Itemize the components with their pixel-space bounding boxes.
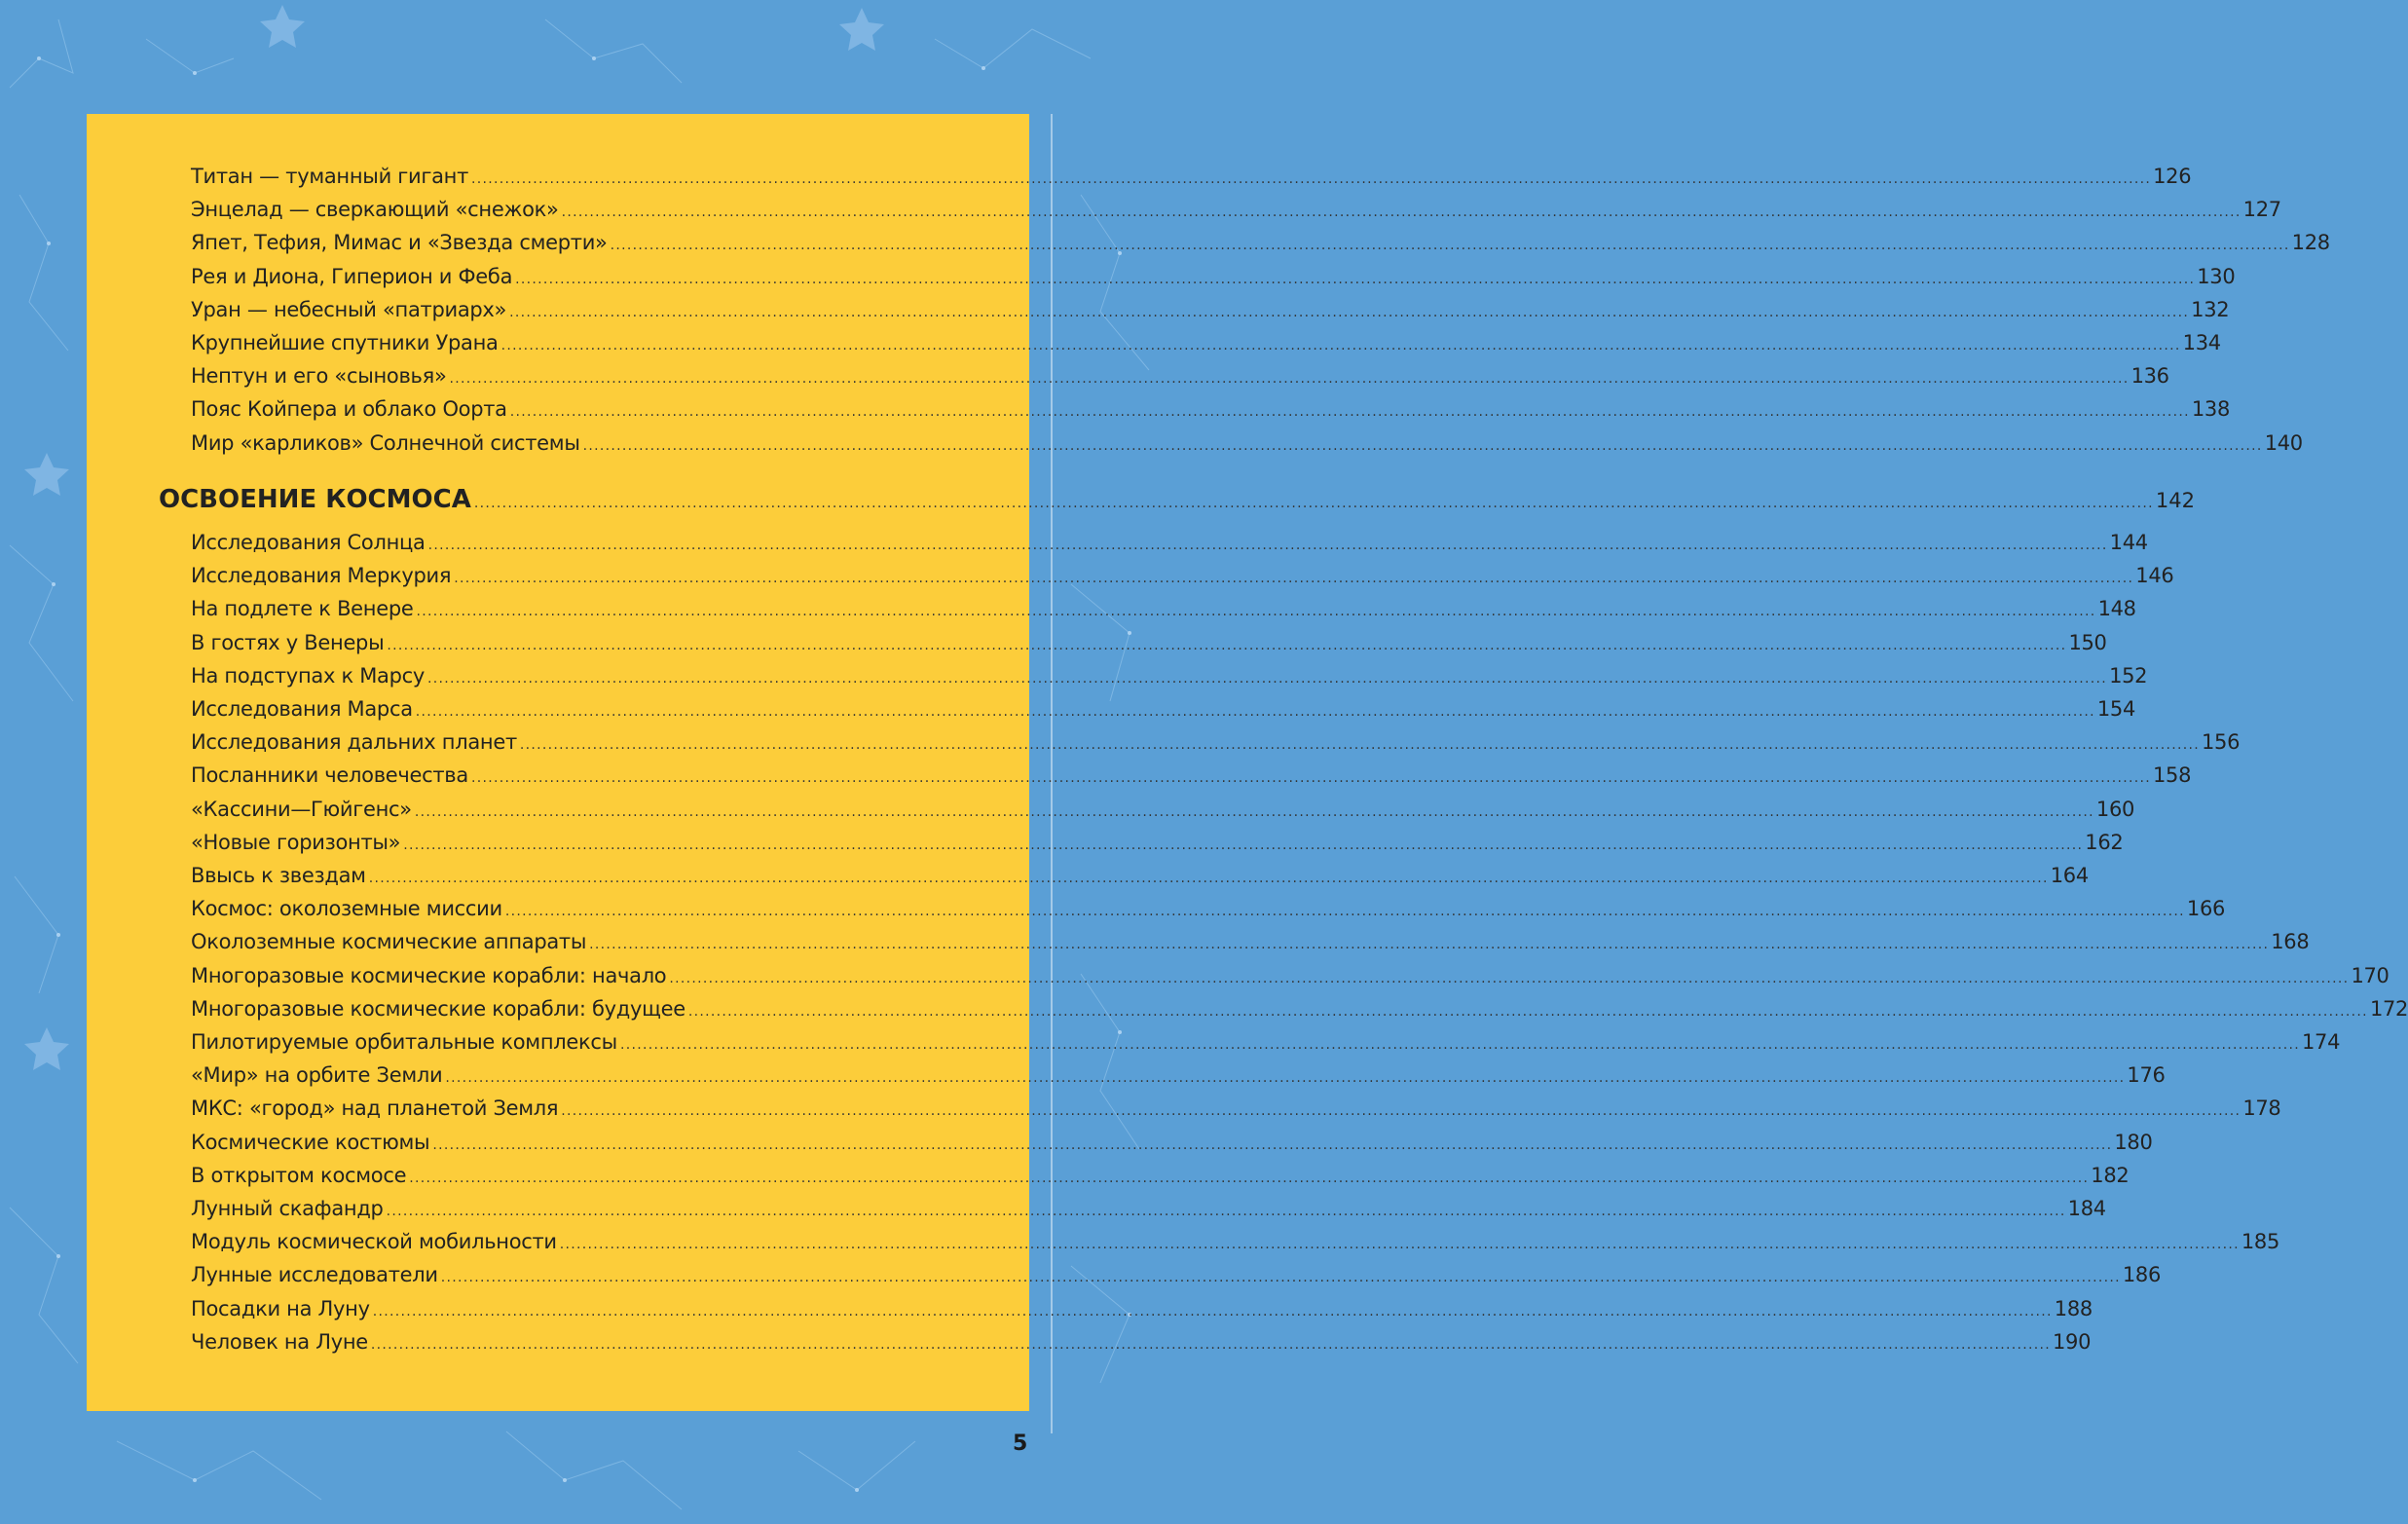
entry-title: Япет, Тефия, Мимас и «Звезда смерти»: [191, 231, 608, 255]
dot-leader: ............................................................................................................................................................................................................................................................................................................: [386, 1204, 2066, 1219]
entry-page-number: 184: [2067, 1197, 2106, 1220]
entry-page-number: 160: [2095, 797, 2135, 821]
entry-title: Исследования Меркурия: [191, 564, 452, 588]
toc-entry: [191, 198, 2281, 231]
entry-page-number: 134: [2182, 331, 2221, 354]
entry-page-number: 128: [2291, 231, 2330, 255]
dot-leader: ............................................................................................................................................................................................................................................................................................................: [445, 1070, 2126, 1087]
entry-page-number: 162: [2085, 830, 2124, 854]
entry-page-number: 182: [2091, 1163, 2130, 1187]
dot-leader: ............................................................................................................................................................................................................................................................................................................: [561, 204, 2241, 221]
toc-entry: [191, 763, 2192, 797]
toc-entry: [191, 897, 2226, 930]
dot-leader: ............................................................................................................................................................................................................................................................................................................: [372, 1303, 2053, 1320]
entry-title: Модуль космической мобильности: [191, 1230, 557, 1254]
dot-leader: ............................................................................................................................................................................................................................................................................................................: [687, 1003, 2368, 1020]
entry-title: Нептун и его «сыновья»: [191, 364, 447, 389]
dot-leader: ............................................................................................................................................................................................................................................................................................................: [559, 1237, 2240, 1253]
entry-title: Лунные исследователи: [191, 1263, 438, 1287]
toc-entry: [191, 597, 2136, 630]
entry-title: Исследования Солнца: [191, 531, 426, 554]
dot-leader: ............................................................................................................................................................................................................................................................................................................: [370, 1336, 2051, 1353]
entry-page-number: 132: [2191, 297, 2230, 321]
entry-title: МКС: «город» над планетой Земля: [191, 1097, 559, 1121]
dot-leader: ............................................................................................................................................................................................................................................................................................................: [515, 271, 2196, 287]
dot-leader: ............................................................................................................................................................................................................................................................................................................: [504, 904, 2185, 920]
entry-page-number: 156: [2201, 730, 2241, 755]
dot-leader: ............................................................................................................................................................................................................................................................................................................: [582, 437, 2263, 454]
entry-page-number: 185: [2241, 1230, 2280, 1254]
toc-entry: [191, 864, 2089, 897]
page-number: 5: [1013, 1431, 1028, 1456]
dot-leader: ............................................................................................................................................................................................................................................................................................................: [427, 670, 2108, 687]
dot-leader: ............................................................................................................................................................................................................................................................................................................: [454, 571, 2134, 587]
entry-page-number: 138: [2191, 397, 2231, 422]
entry-title: Ввысь к звездам: [191, 864, 366, 887]
toc-entry: [191, 1063, 2166, 1097]
entry-page-number: 127: [2242, 198, 2281, 222]
entry-title: Посадки на Луну: [191, 1296, 370, 1320]
dot-leader: ............................................................................................................................................................................................................................................................................................................: [416, 604, 2096, 620]
entry-title: «Мир» на орбите Земли: [191, 1063, 443, 1088]
entry-page-number: 150: [2068, 630, 2107, 654]
toc-entry: [191, 1296, 2093, 1330]
toc-entry: [191, 1230, 2280, 1263]
entry-page-number: 140: [2264, 430, 2303, 455]
toc-entry: [191, 1097, 2281, 1130]
dot-leader: ............................................................................................................................................................................................................................................................................................................: [403, 836, 2084, 853]
dot-leader: ............................................................................................................................................................................................................................................................................................................: [500, 338, 2181, 353]
dot-leader: ............................................................................................................................................................................................................................................................................................................: [470, 770, 2151, 787]
star-icon: [260, 5, 305, 48]
dot-leader: ............................................................................................................................................................................................................................................................................................................: [440, 1270, 2121, 1286]
dot-leader: ............................................................................................................................................................................................................................................................................................................: [427, 538, 2108, 553]
toc-entry: [191, 797, 2135, 831]
entry-page-number: 188: [2054, 1296, 2093, 1320]
entry-page-number: 174: [2302, 1030, 2341, 1054]
entry-page-number: 176: [2127, 1063, 2166, 1088]
toc-entry: [191, 1263, 2162, 1296]
entry-title: Космические костюмы: [191, 1130, 430, 1154]
toc-entry: [191, 1030, 2341, 1063]
toc-entry: [191, 297, 2230, 331]
entry-page-number: 186: [2122, 1263, 2162, 1287]
entry-title: Энцелад — сверкающий «снежок»: [191, 198, 559, 222]
dot-leader: ............................................................................................................................................................................................................................................................................................................: [414, 803, 2094, 820]
toc-entry: [191, 730, 2241, 763]
star-icon: [839, 8, 884, 51]
dot-leader: ............................................................................................................................................................................................................................................................................................................: [368, 871, 2049, 886]
star-icon: [24, 1027, 69, 1070]
entry-page-number: 130: [2197, 264, 2236, 288]
entry-title: Многоразовые космические корабли: будущее: [191, 996, 685, 1021]
entry-page-number: 148: [2097, 597, 2136, 621]
toc-entry: [191, 930, 2310, 963]
dot-leader: ............................................................................................................................................................................................................................................................................................................: [669, 970, 2350, 986]
dot-leader: ............................................................................................................................................................................................................................................................................................................: [432, 1136, 2113, 1153]
entry-page-number: 142: [2155, 489, 2195, 512]
toc-entry: [191, 430, 2303, 465]
entry-page-number: 170: [2351, 963, 2389, 987]
entry-title: Пояс Койпера и облако Оорта: [191, 397, 507, 422]
toc-entry: [191, 331, 2221, 364]
entry-title: ОСВОЕНИЕ КОСМОСА: [159, 485, 471, 514]
entry-title: Крупнейшие спутники Урана: [191, 331, 499, 354]
toc-entry: [191, 963, 2389, 997]
toc-entry: [191, 1197, 2106, 1230]
entry-title: Исследования Марса: [191, 697, 413, 721]
entry-title: Человек на Луне: [191, 1329, 368, 1354]
entry-title: Мир «карликов» Солнечной системы: [191, 430, 580, 455]
entry-page-number: 172: [2369, 996, 2408, 1021]
entry-title: Посланники человечества: [191, 763, 468, 788]
entry-title: Многоразовые космические корабли: начало: [191, 963, 667, 987]
entry-title: Уран — небесный «патриарх»: [191, 297, 507, 321]
entry-title: Исследования дальних планет: [191, 730, 517, 755]
toc-entry: [191, 1163, 2130, 1197]
entry-title: «Кассини—Гюйгенс»: [191, 797, 412, 821]
toc-entry: [191, 630, 2107, 664]
dot-leader: ............................................................................................................................................................................................................................................................................................................: [415, 704, 2095, 720]
toc-entry: [191, 364, 2169, 397]
dot-leader: ............................................................................................................................................................................................................................................................................................................: [509, 304, 2190, 320]
entry-page-number: 144: [2109, 531, 2148, 554]
toc-entry: [191, 996, 2408, 1030]
entry-title: Рея и Диона, Гиперион и Феба: [191, 264, 513, 288]
entry-title: На подступах к Марсу: [191, 663, 425, 688]
toc-entry: [191, 397, 2231, 430]
entry-page-number: 154: [2096, 697, 2136, 721]
dot-leader: ............................................................................................................................................................................................................................................................................................................: [561, 1103, 2241, 1120]
entry-title: Пилотируемые орбитальные комплексы: [191, 1030, 617, 1054]
dot-leader: ............................................................................................................................................................................................................................................................................................................: [519, 737, 2200, 754]
toc-entry: [191, 1130, 2153, 1164]
entry-page-number: 166: [2186, 897, 2226, 921]
entry-page-number: 152: [2109, 663, 2148, 688]
entry-title: В открытом космосе: [191, 1163, 407, 1187]
entry-page-number: 180: [2114, 1130, 2153, 1154]
dot-leader: ............................................................................................................................................................................................................................................................................................................: [610, 238, 2290, 254]
entry-page-number: 178: [2242, 1097, 2281, 1121]
toc-entry: [191, 231, 2330, 264]
dot-leader: ............................................................................................................................................................................................................................................................................................................: [509, 404, 2190, 421]
toc-entry: [191, 165, 2192, 198]
entry-page-number: 146: [2135, 564, 2174, 588]
entry-title: На подлете к Венере: [191, 597, 414, 621]
dot-leader: ............................................................................................................................................................................................................................................................................................................: [409, 1170, 2090, 1186]
entry-title: Космос: околоземные миссии: [191, 897, 502, 921]
star-icon: [24, 453, 69, 496]
entry-title: Титан — туманный гигант: [191, 165, 469, 188]
dot-leader: ............................................................................................................................................................................................................................................................................................................: [589, 937, 2270, 953]
entry-title: В гостях у Венеры: [191, 630, 385, 654]
dot-leader: ............................................................................................................................................................................................................................................................................................................: [387, 637, 2067, 653]
toc-entry: [191, 264, 2236, 298]
toc-entry: [191, 830, 2124, 864]
toc-entry: [191, 1329, 2092, 1363]
entry-page-number: 136: [2130, 364, 2169, 389]
entry-title: Околоземные космические аппараты: [191, 930, 587, 954]
entry-page-number: 168: [2271, 930, 2310, 954]
entry-page-number: 164: [2050, 864, 2089, 887]
toc-entry: [191, 697, 2136, 730]
dot-leader: ............................................................................................................................................................................................................................................................................................................: [449, 371, 2130, 388]
toc-entry: [191, 564, 2174, 597]
entry-page-number: 158: [2153, 763, 2192, 788]
section-heading: [159, 485, 2195, 524]
dot-leader: ............................................................................................................................................................................................................................................................................................................: [619, 1037, 2300, 1053]
entry-page-number: 190: [2052, 1329, 2092, 1354]
entry-title: Лунный скафандр: [191, 1197, 384, 1220]
dot-leader: ............................................................................................................................................................................................................................................................................................................: [473, 496, 2154, 511]
toc-entry: [191, 663, 2148, 697]
entry-page-number: 126: [2153, 165, 2192, 188]
dot-leader: ............................................................................................................................................................................................................................................................................................................: [471, 171, 2152, 187]
entry-title: «Новые горизонты»: [191, 830, 401, 854]
toc-entry: [191, 531, 2148, 564]
